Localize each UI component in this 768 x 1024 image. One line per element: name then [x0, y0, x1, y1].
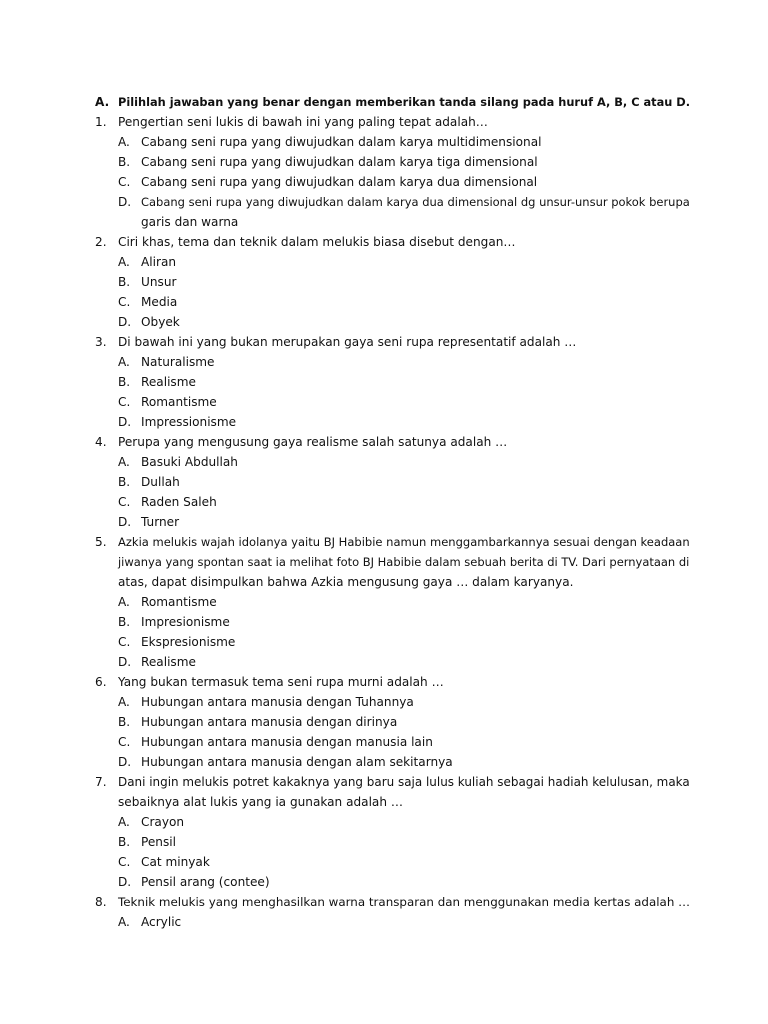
option-text: Raden Saleh — [141, 495, 217, 509]
question-list — [0, 112, 768, 932]
option-letter[interactable]: D. — [118, 755, 132, 769]
option-letter[interactable]: A. — [118, 455, 130, 469]
question-stem — [0, 112, 768, 132]
question-number: 4. — [95, 435, 107, 449]
option-text: Turner — [141, 515, 180, 529]
option-letter[interactable]: D. — [118, 415, 132, 429]
answer-option[interactable] — [0, 192, 768, 212]
answer-option[interactable] — [0, 832, 768, 852]
answer-option[interactable] — [0, 632, 768, 652]
option-text: Media — [141, 295, 178, 309]
answer-option[interactable] — [0, 852, 768, 872]
option-text: Cabang seni rupa yang diwujudkan dalam karya dua dimensional dg unsur-unsur pokok berupa — [141, 195, 690, 209]
question-text: Pengertian seni lukis di bawah ini yang paling tepat adalah… — [118, 115, 488, 129]
option-text: Realisme — [141, 655, 196, 669]
question-sheet — [0, 92, 768, 932]
option-letter[interactable]: B. — [118, 375, 131, 389]
option-text: Realisme — [141, 375, 196, 389]
question-item — [0, 672, 768, 772]
option-letter[interactable]: D. — [118, 875, 132, 889]
question-number: 1. — [95, 115, 107, 129]
option-letter[interactable]: D. — [118, 315, 132, 329]
answer-option[interactable] — [0, 132, 768, 152]
option-text: garis dan warna — [141, 215, 239, 229]
question-number: 8. — [95, 895, 107, 909]
option-text: Romantisme — [141, 395, 217, 409]
answer-option[interactable] — [0, 372, 768, 392]
option-letter[interactable]: B. — [118, 475, 131, 489]
question-stem-continued — [0, 552, 768, 572]
answer-option[interactable] — [0, 652, 768, 672]
question-stem — [0, 892, 768, 912]
option-letter[interactable]: A. — [118, 355, 130, 369]
option-letter[interactable]: C. — [118, 175, 131, 189]
option-text: Basuki Abdullah — [141, 455, 238, 469]
option-text: Romantisme — [141, 595, 217, 609]
option-letter[interactable]: D. — [118, 195, 132, 209]
question-stem — [0, 432, 768, 452]
question-text: sebaiknya alat lukis yang ia gunakan adalah … — [118, 795, 403, 809]
answer-option[interactable] — [0, 172, 768, 192]
option-text: Cat minyak — [141, 855, 210, 869]
question-stem — [0, 232, 768, 252]
option-letter[interactable]: C. — [118, 735, 131, 749]
answer-option[interactable] — [0, 412, 768, 432]
option-letter[interactable]: C. — [118, 495, 131, 509]
answer-option[interactable] — [0, 812, 768, 832]
option-letter[interactable]: B. — [118, 615, 131, 629]
option-text: Ekspresionisme — [141, 635, 236, 649]
question-stem-continued — [0, 792, 768, 812]
question-text: Dani ingin melukis potret kakaknya yang baru saja lulus kuliah sebagai hadiah kelulusan, maka — [118, 775, 690, 789]
question-text: Di bawah ini yang bukan merupakan gaya seni rupa representatif adalah … — [118, 335, 577, 349]
option-letter[interactable]: C. — [118, 635, 131, 649]
question-text: jiwanya yang spontan saat ia melihat foto BJ Habibie dalam sebuah berita di TV. Dari pernyataan di — [118, 555, 690, 569]
option-letter[interactable]: A. — [118, 815, 130, 829]
answer-option[interactable] — [0, 352, 768, 372]
answer-option[interactable] — [0, 712, 768, 732]
option-text: Cabang seni rupa yang diwujudkan dalam karya tiga dimensional — [141, 155, 538, 169]
question-item — [0, 432, 768, 532]
option-letter[interactable]: A. — [118, 595, 130, 609]
answer-option[interactable] — [0, 732, 768, 752]
answer-option[interactable] — [0, 612, 768, 632]
option-letter[interactable]: A. — [118, 255, 130, 269]
answer-option[interactable] — [0, 452, 768, 472]
option-text: Naturalisme — [141, 355, 215, 369]
option-letter[interactable]: D. — [118, 515, 132, 529]
option-letter[interactable]: C. — [118, 855, 131, 869]
option-text: Crayon — [141, 815, 185, 829]
answer-option[interactable] — [0, 392, 768, 412]
instruction-heading — [0, 92, 768, 112]
option-text: Cabang seni rupa yang diwujudkan dalam karya multidimensional — [141, 135, 542, 149]
answer-option[interactable] — [0, 872, 768, 892]
question-text: Teknik melukis yang menghasilkan warna transparan dan menggunakan media kertas adalah … — [118, 895, 690, 909]
option-letter[interactable]: B. — [118, 275, 131, 289]
answer-option[interactable] — [0, 692, 768, 712]
option-text: Acrylic — [141, 915, 182, 929]
answer-option[interactable] — [0, 292, 768, 312]
question-stem — [0, 772, 768, 792]
answer-option[interactable] — [0, 272, 768, 292]
question-number: 6. — [95, 675, 107, 689]
question-number: 2. — [95, 235, 107, 249]
option-text: Impressionisme — [141, 415, 237, 429]
answer-option-continued[interactable] — [0, 212, 768, 232]
answer-option[interactable] — [0, 492, 768, 512]
question-number: 5. — [95, 535, 107, 549]
question-text: Azkia melukis wajah idolanya yaitu BJ Habibie namun menggambarkannya sesuai dengan keadaan — [118, 535, 690, 549]
question-item — [0, 332, 768, 432]
question-number: 7. — [95, 775, 107, 789]
option-text: Pensil — [141, 835, 176, 849]
question-item — [0, 892, 768, 932]
option-letter[interactable]: C. — [118, 395, 131, 409]
option-letter[interactable]: A. — [118, 135, 130, 149]
answer-option[interactable] — [0, 252, 768, 272]
question-text: Ciri khas, tema dan teknik dalam melukis biasa disebut dengan… — [118, 235, 516, 249]
option-letter[interactable]: B. — [118, 835, 131, 849]
answer-option[interactable] — [0, 752, 768, 772]
question-item — [0, 232, 768, 332]
section-label: A. — [95, 95, 110, 109]
option-text: Obyek — [141, 315, 180, 329]
option-text: Hubungan antara manusia dengan dirinya — [141, 715, 398, 729]
answer-option[interactable] — [0, 912, 768, 932]
question-stem — [0, 332, 768, 352]
option-text: Dullah — [141, 475, 180, 489]
question-item — [0, 532, 768, 672]
option-letter[interactable]: B. — [118, 155, 131, 169]
option-text: Hubungan antara manusia dengan alam sekitarnya — [141, 755, 453, 769]
answer-option[interactable] — [0, 312, 768, 332]
question-item — [0, 112, 768, 232]
option-letter[interactable]: A. — [118, 695, 130, 709]
option-letter[interactable]: D. — [118, 655, 132, 669]
question-stem — [0, 532, 768, 552]
question-text: Yang bukan termasuk tema seni rupa murni adalah … — [118, 675, 444, 689]
answer-option[interactable] — [0, 512, 768, 532]
instruction-text: Pilihlah jawaban yang benar dengan memberikan tanda silang pada huruf A, B, C atau D. — [118, 95, 691, 109]
option-text: Pensil arang (contee) — [141, 875, 270, 889]
question-text: atas, dapat disimpulkan bahwa Azkia mengusung gaya … dalam karyanya. — [118, 575, 574, 589]
question-stem-continued — [0, 572, 768, 592]
option-text: Cabang seni rupa yang diwujudkan dalam karya dua dimensional — [141, 175, 538, 189]
question-text: Perupa yang mengusung gaya realisme salah satunya adalah … — [118, 435, 508, 449]
answer-option[interactable] — [0, 592, 768, 612]
option-text: Hubungan antara manusia dengan manusia lain — [141, 735, 433, 749]
option-text: Hubungan antara manusia dengan Tuhannya — [141, 695, 414, 709]
answer-option[interactable] — [0, 472, 768, 492]
option-letter[interactable]: B. — [118, 715, 131, 729]
answer-option[interactable] — [0, 152, 768, 172]
question-stem — [0, 672, 768, 692]
question-number: 3. — [95, 335, 107, 349]
option-letter[interactable]: A. — [118, 915, 130, 929]
option-text: Aliran — [141, 255, 177, 269]
option-text: Unsur — [141, 275, 177, 289]
option-text: Impresionisme — [141, 615, 230, 629]
question-item — [0, 772, 768, 892]
option-letter[interactable]: C. — [118, 295, 131, 309]
